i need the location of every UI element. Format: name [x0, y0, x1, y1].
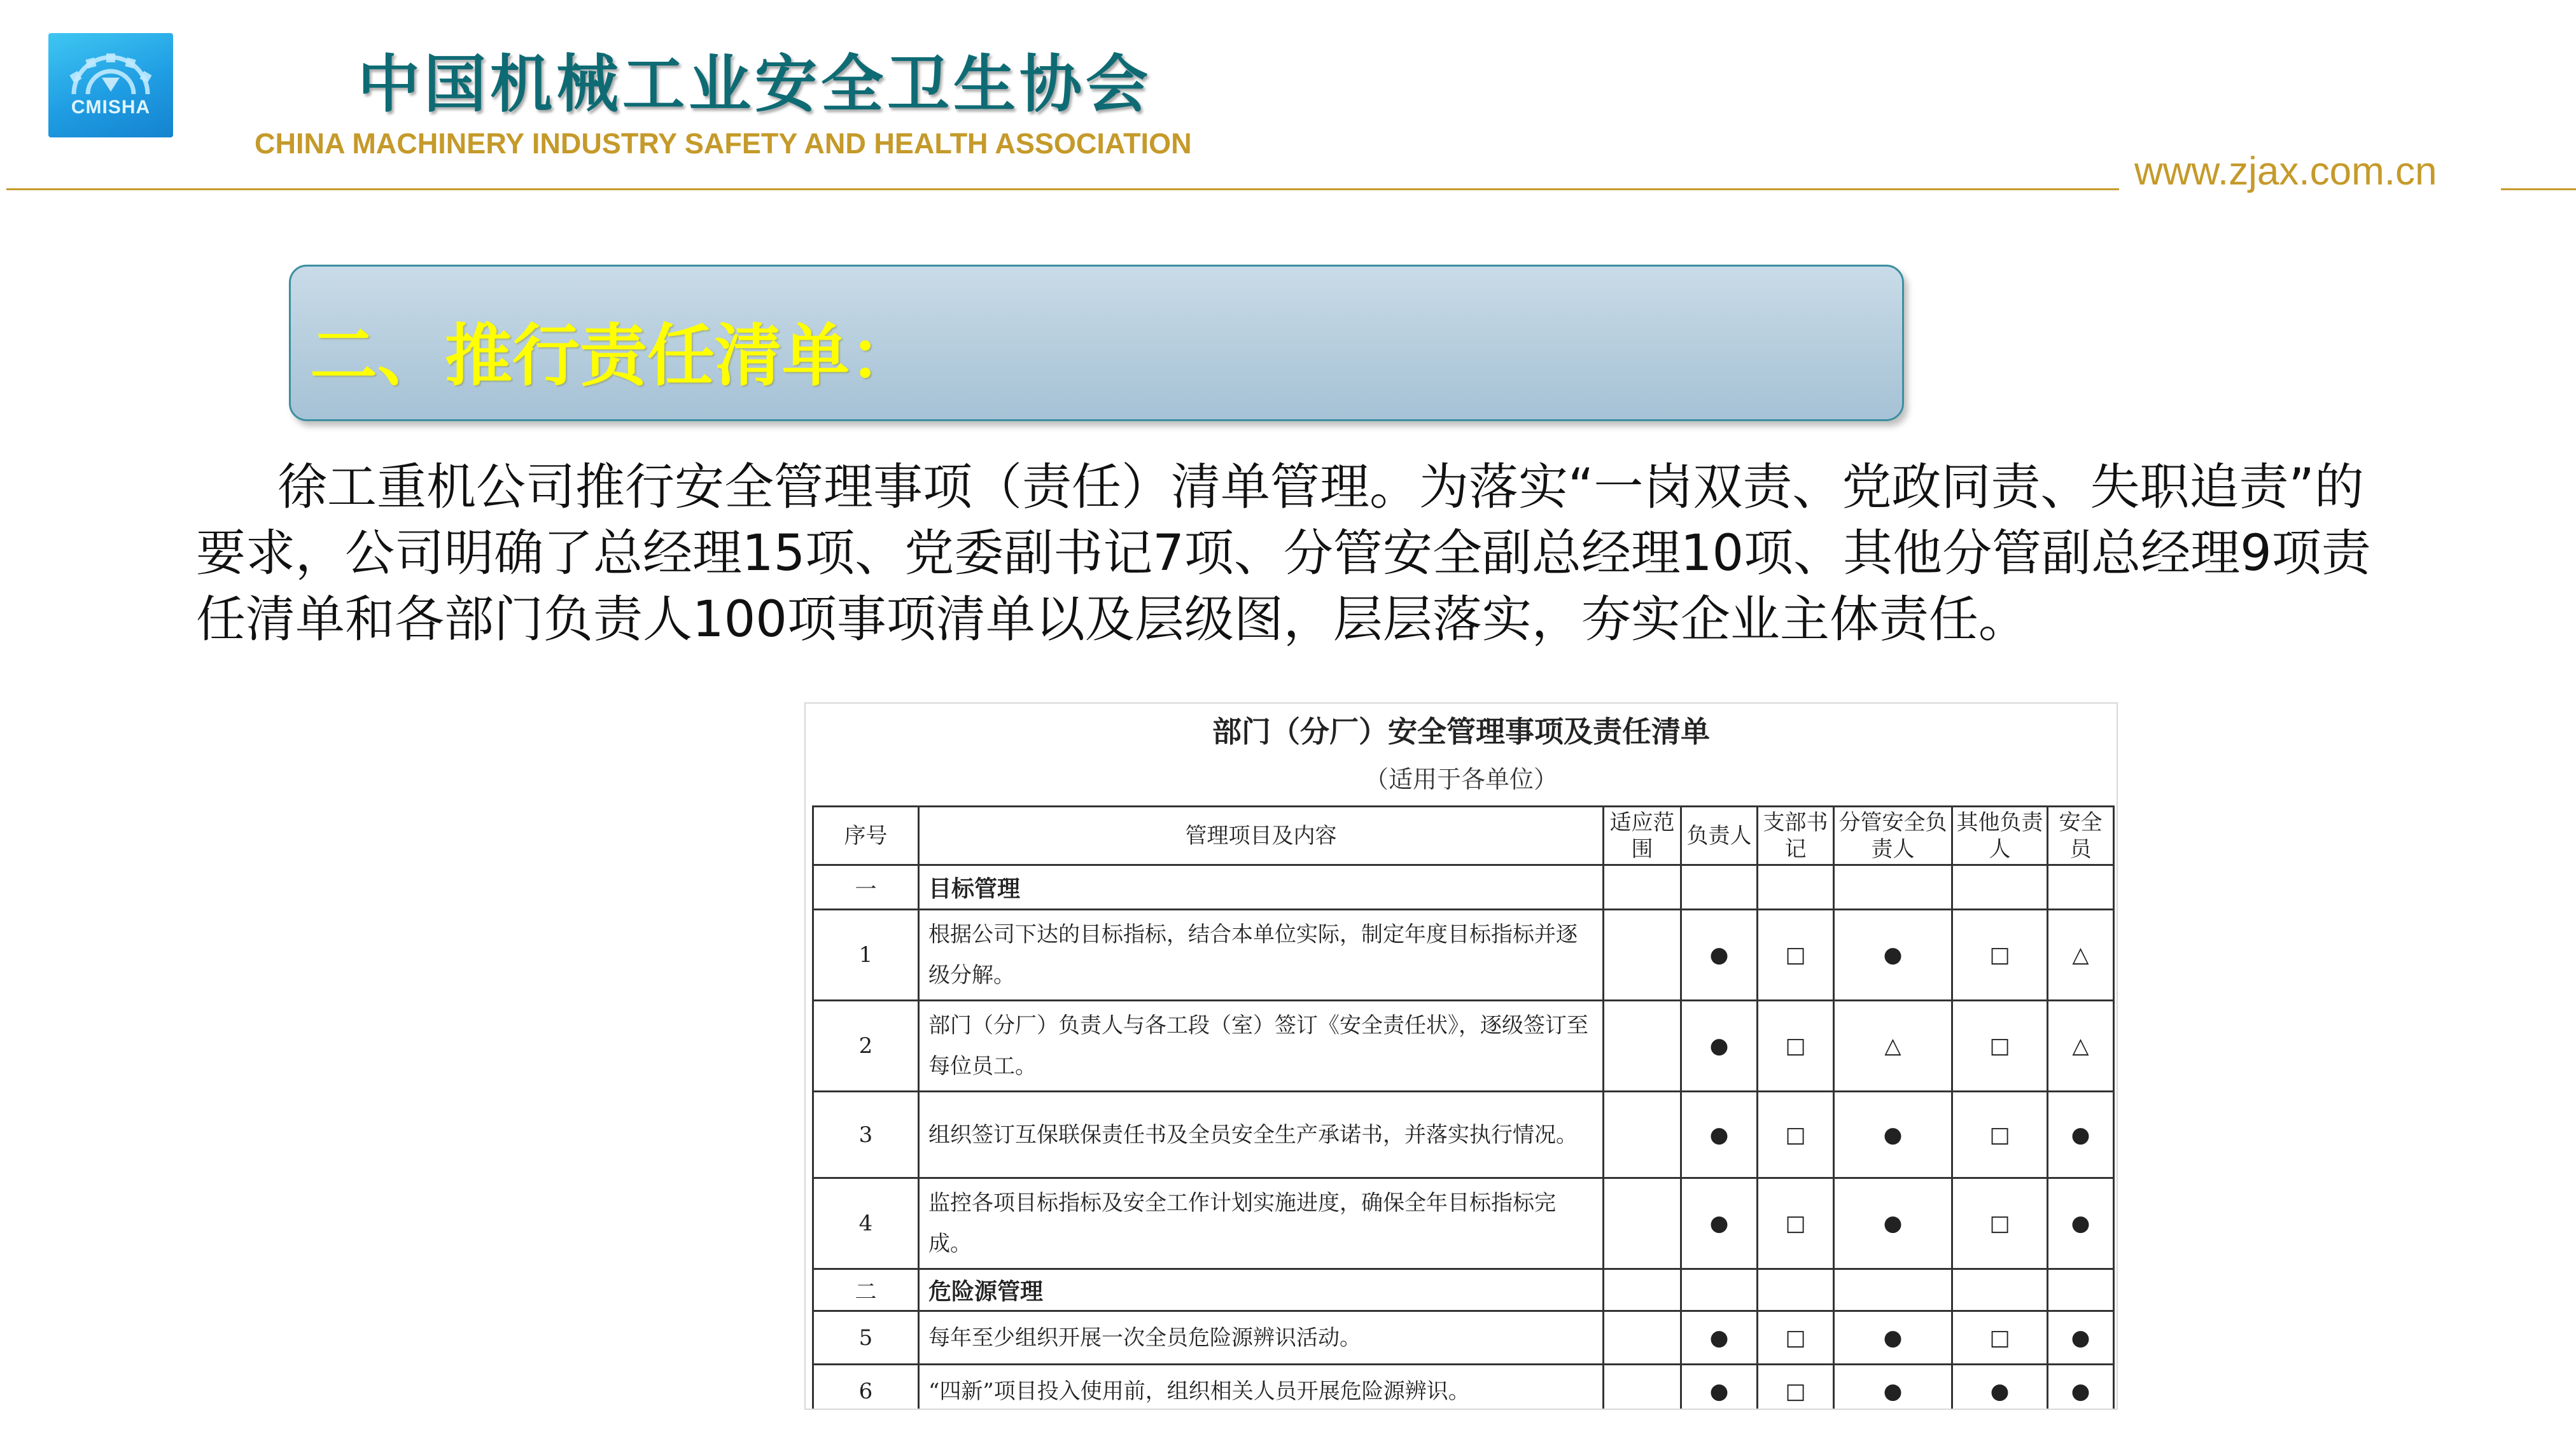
responsibility-list-document [804, 702, 2118, 1410]
table-row [813, 1365, 2114, 1410]
mark-branch-secretary: □ [1758, 1001, 1834, 1092]
mark-head: ● [1681, 1092, 1758, 1178]
table-row [813, 1001, 2114, 1092]
row-content: 根据公司下达的目标指标，结合本单位实际，制定年度目标指标并逐级分解。 [919, 910, 1604, 1001]
mark-safety-officer: ● [2048, 1178, 2114, 1269]
table-row [813, 1311, 2114, 1365]
document-subtitle: （适用于各单位） [1364, 765, 1558, 793]
mark-head: ● [1681, 1365, 1758, 1410]
header-no: 序号 [813, 807, 919, 865]
mark-scope [1604, 1092, 1681, 1178]
mark-safety-head: ● [1834, 1092, 1952, 1178]
mark-head: ● [1681, 1311, 1758, 1365]
mark-scope [1604, 910, 1681, 1001]
mark-safety-head: ● [1834, 910, 1952, 1001]
mark-other-head: □ [1952, 1092, 2048, 1178]
logo-text: CMISHA [71, 97, 151, 118]
mark-safety-head: ● [1834, 1311, 1952, 1365]
mark-branch-secretary: □ [1758, 1178, 1834, 1269]
section-heading-box [289, 265, 1904, 421]
header-divider-left [6, 188, 2119, 190]
mark-scope [1604, 1311, 1681, 1365]
cmisha-logo [48, 33, 173, 137]
header-safety-head: 分管安全负责人 [1834, 807, 1952, 865]
row-no: 2 [813, 1001, 919, 1092]
header-divider-right [2501, 188, 2576, 190]
row-content: “四新”项目投入使用前，组织相关人员开展危险源辨识。 [919, 1365, 1604, 1410]
website-link[interactable]: www.zjax.com.cn [2134, 150, 2437, 193]
header-item: 管理项目及内容 [919, 807, 1604, 865]
row-content: 组织签订互保联保责任书及全员安全生产承诺书，并落实执行情况。 [919, 1092, 1604, 1178]
mark-safety-officer: △ [2048, 1001, 2114, 1092]
mark-other-head: □ [1952, 910, 2048, 1001]
mark-head: ● [1681, 910, 1758, 1001]
table-row [813, 910, 2114, 1001]
section-row [813, 1269, 2114, 1311]
mark-safety-head: ● [1834, 1178, 1952, 1269]
section-name: 危险源管理 [919, 1269, 1604, 1311]
header-head: 负责人 [1681, 807, 1758, 865]
mark-branch-secretary: □ [1758, 910, 1834, 1001]
section-no: 二 [813, 1269, 919, 1311]
mark-safety-officer: ● [2048, 1365, 2114, 1410]
row-content: 监控各项目标指标及安全工作计划实施进度，确保全年目标指标完成。 [919, 1178, 1604, 1269]
table-row [813, 1092, 2114, 1178]
row-content: 每年至少组织开展一次全员危险源辨识活动。 [919, 1311, 1604, 1365]
mark-other-head: □ [1952, 1311, 2048, 1365]
mark-scope [1604, 1365, 1681, 1410]
header-safety-officer: 安全员 [2048, 807, 2114, 865]
mark-branch-secretary: □ [1758, 1365, 1834, 1410]
mark-head: ● [1681, 1178, 1758, 1269]
mark-safety-officer: ● [2048, 1092, 2114, 1178]
row-no: 6 [813, 1365, 919, 1410]
mark-other-head: □ [1952, 1001, 2048, 1092]
mark-safety-head: △ [1834, 1001, 1952, 1092]
mark-safety-head: ● [1834, 1365, 1952, 1410]
section-title: 二、推行责任清单： [310, 317, 917, 395]
header-scope: 适应范围 [1604, 807, 1681, 865]
organization-name-en: CHINA MACHINERY INDUSTRY SAFETY AND HEALTH ASSOCIATION [255, 127, 1192, 160]
section-name: 目标管理 [919, 865, 1604, 910]
mark-other-head: ● [1952, 1365, 2048, 1410]
responsibility-table [812, 805, 2115, 1410]
body-paragraph: 徐工重机公司推行安全管理事项（责任）清单管理。为落实“一岗双责、党政同责、失职追责”的要求，公司明确了总经理15项、党委副书记7项、分管安全副总经理10项、其他分管副总经理9项责任清单和各部门负责人100项事项清单以及层级图，层层落实，夯实企业主体责任。 [196, 459, 2371, 648]
header-branch-secretary: 支部书记 [1758, 807, 1834, 865]
table-header-row [813, 807, 2114, 865]
mark-other-head: □ [1952, 1178, 2048, 1269]
section-row [813, 865, 2114, 910]
gear-logo-icon [48, 33, 173, 137]
row-no: 1 [813, 910, 919, 1001]
mark-safety-officer: ● [2048, 1311, 2114, 1365]
header-other-head: 其他负责人 [1952, 807, 2048, 865]
mark-safety-officer: △ [2048, 910, 2114, 1001]
table-row [813, 1178, 2114, 1269]
mark-branch-secretary: □ [1758, 1311, 1834, 1365]
mark-branch-secretary: □ [1758, 1092, 1834, 1178]
mark-head: ● [1681, 1001, 1758, 1092]
section-no: 一 [813, 865, 919, 910]
organization-name-cn: 中国机械工业安全卫生协会 [358, 48, 1152, 121]
row-no: 3 [813, 1092, 919, 1178]
mark-scope [1604, 1178, 1681, 1269]
document-title: 部门（分厂）安全管理事项及责任清单 [1212, 714, 1710, 749]
mark-scope [1604, 1001, 1681, 1092]
row-no: 5 [813, 1311, 919, 1365]
row-content: 部门（分厂）负责人与各工段（室）签订《安全责任状》，逐级签订至每位员工。 [919, 1001, 1604, 1092]
row-no: 4 [813, 1178, 919, 1269]
